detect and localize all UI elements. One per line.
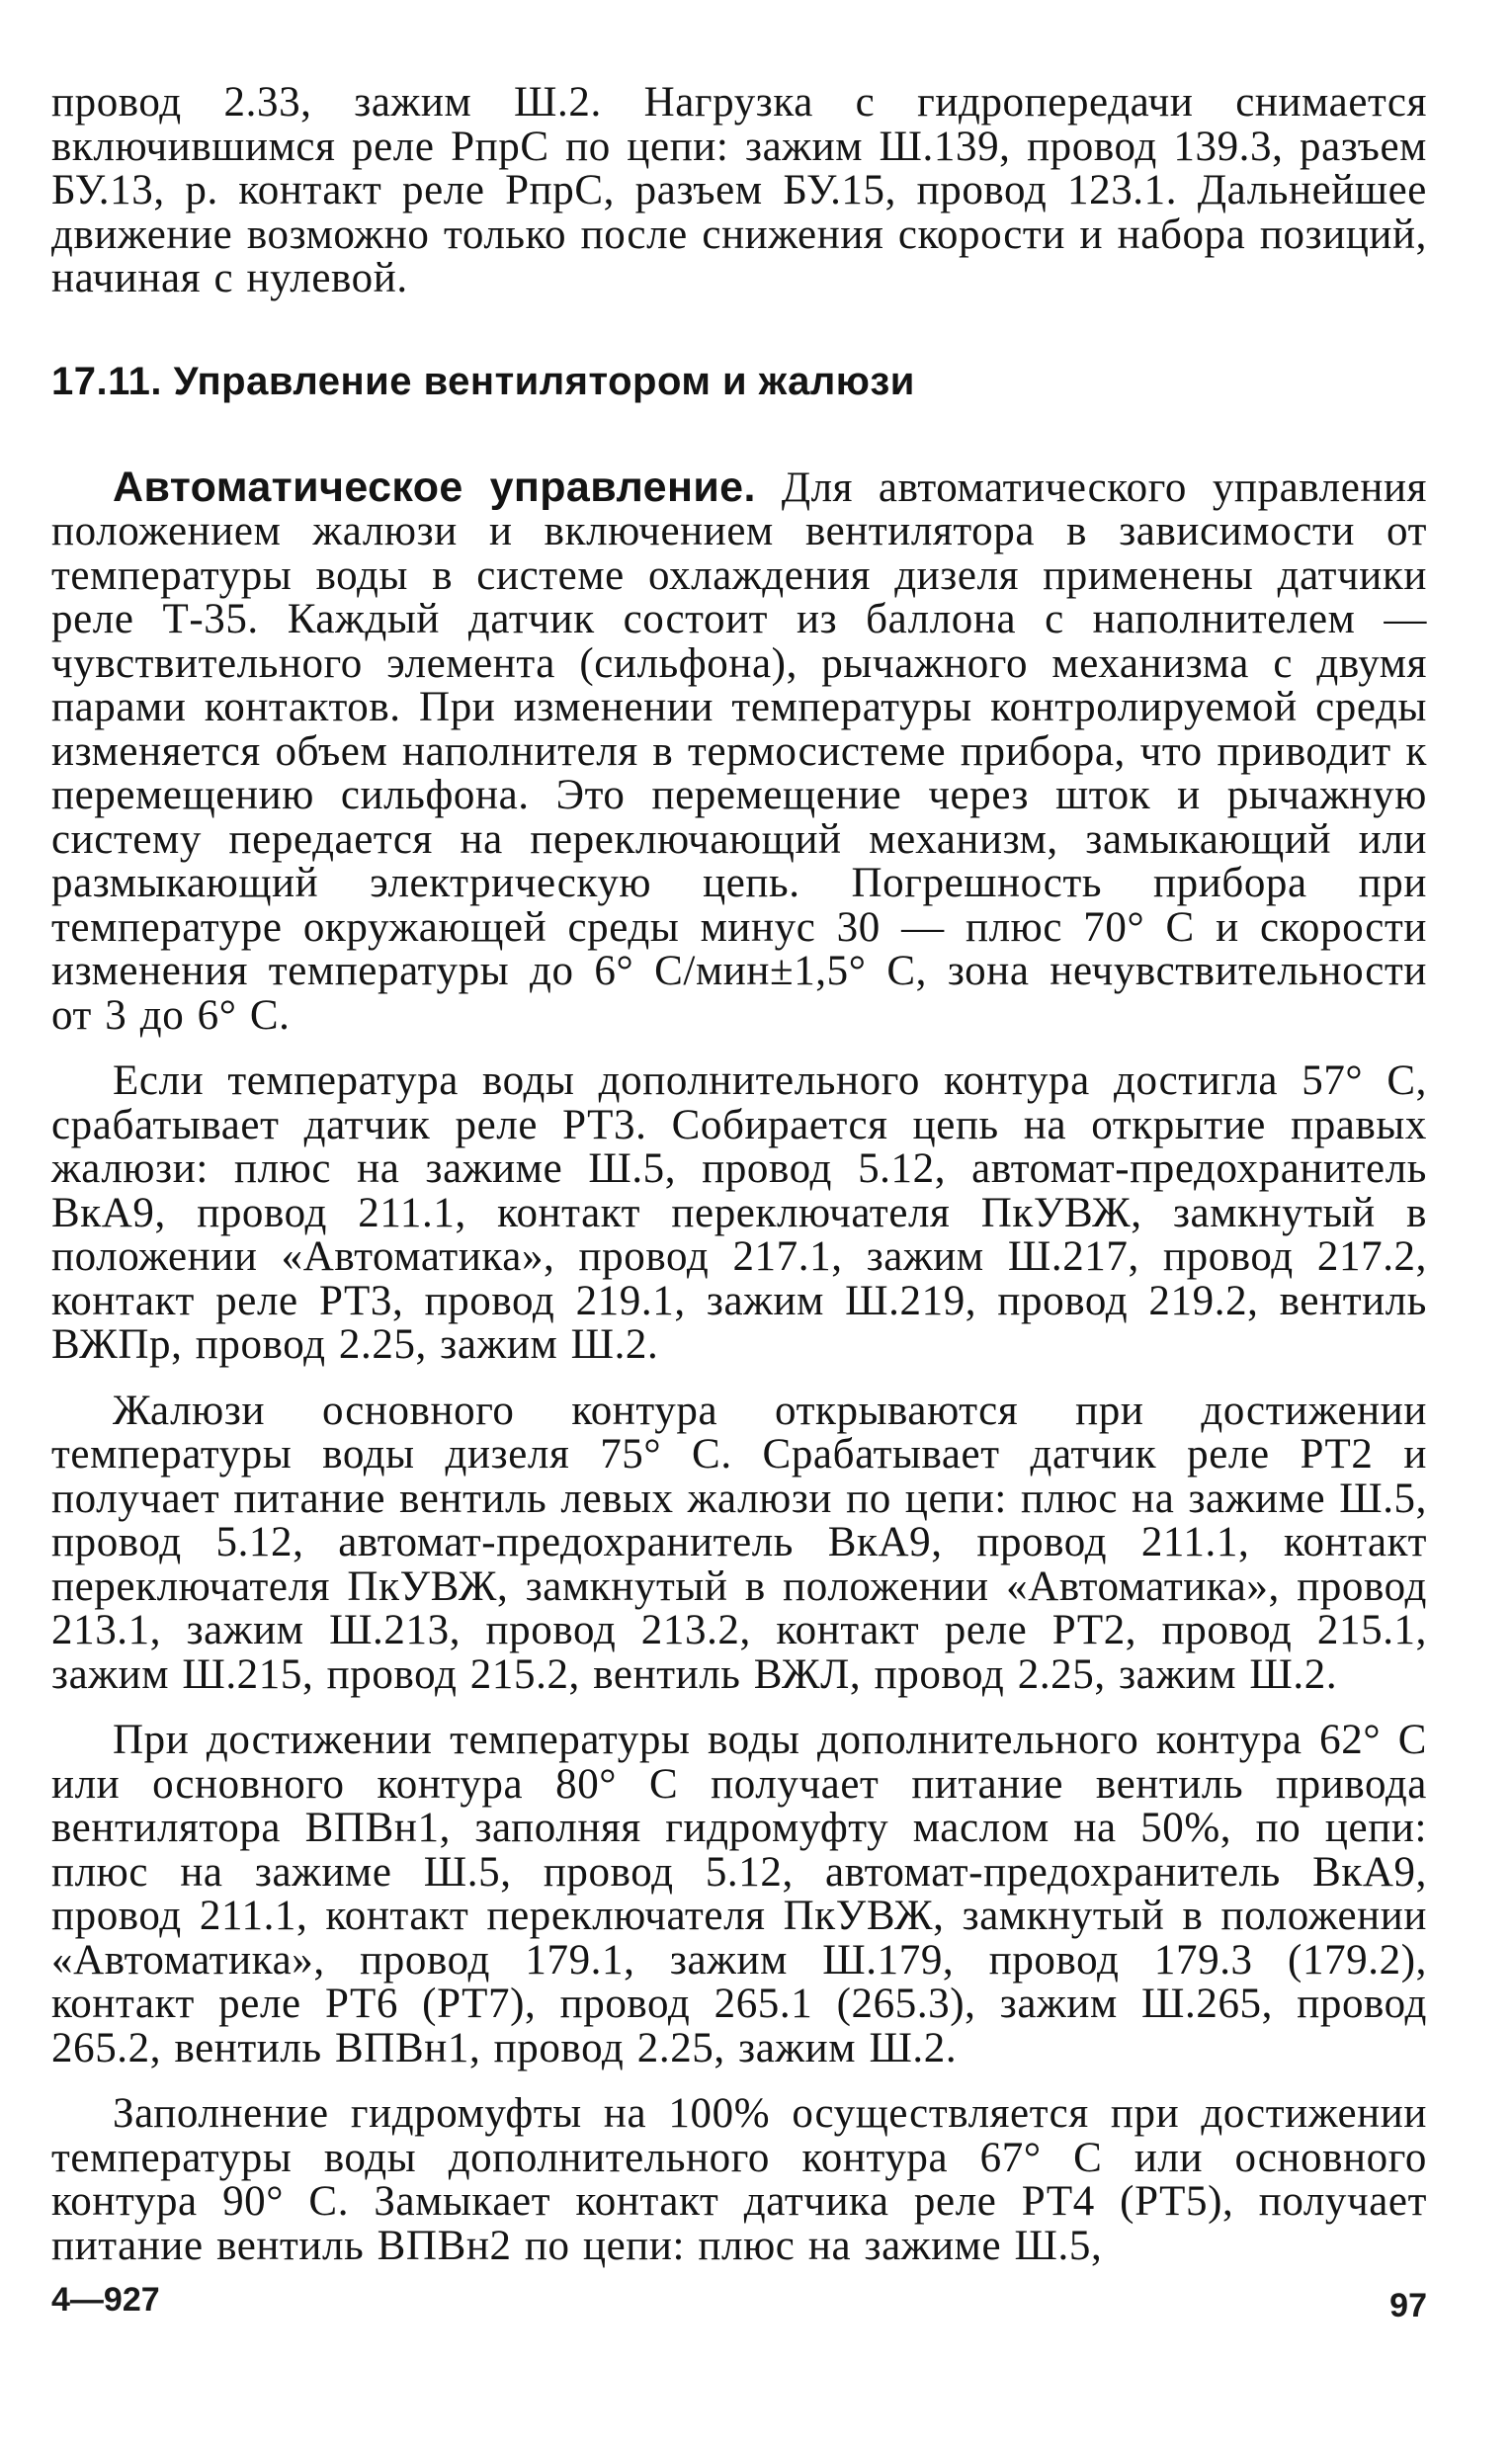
document-page — [51, 81, 1427, 2268]
paragraph-body: Для автоматического управления положением жалюзи и включением вентилятора в зависимости от температуры воды в системе охлаждения дизеля применены датчики реле Т-35. Каждый датчик состоит из баллона с наполнителем — чувствительного элемента (сильфона), рычажного механизма с двумя парами контактов. При изменении температуры контролируемой среды изменяется объем наполнителя в термосистеме прибора, что приводит к перемещению сильфона. Это перемещение через шток и рычажную систему передается на переключающий механизм, замыкающий или размыкающий электрическую цепь. Погрешность прибора при температуре окружающей среды минус 30 — плюс 70° С и скорости изменения температуры до 6° С/мин±1,5° С, зона нечувствительности от 3 до 6° С. — [51, 464, 1427, 1039]
paragraph-fan-100: Заполнение гидромуфты на 100% осуществляется при достижении температуры воды дополнительного контура 67° С или основного контура 90° С. Замыкает контакт датчика реле РТ4 (РТ5), получает питание вентиль ВПВн2 по цепи: плюс на зажиме Ш.5, — [51, 2090, 1427, 2269]
printer-signature: 4—927 — [51, 2281, 160, 2319]
paragraph-lead-term: Автоматическое управление. — [113, 463, 756, 511]
paragraph-left-louvers: Жалюзи основного контура открываются при достижении температуры воды дизеля 75° С. Срабатывает датчик реле РТ2 и получает питание вентиль левых жалюзи по цепи: плюс на зажиме Ш.5, провод 5.12, автомат-предохранитель ВкА9, провод 211.1, контакт переключателя ПкУВЖ, замкнутый в положении «Автоматика», провод 213.1, зажим Ш.213, провод 213.2, контакт реле РТ2, провод 215.1, зажим Ш.215, провод 215.2, вентиль ВЖЛ, провод 2.25, зажим Ш.2. — [51, 1387, 1427, 1698]
paragraph-right-louvers: Если температура воды дополнительного контура достигла 57° С, срабатывает датчик реле РТ3. Собирается цепь на открытие правых жалюзи: плюс на зажиме Ш.5, провод 5.12, автомат-предохранитель ВкА9, провод 211.1, контакт переключателя ПкУВЖ, замкнутый в положении «Автоматика», провод 217.1, зажим Ш.217, провод 217.2, контакт реле РТ3, провод 219.1, зажим Ш.219, провод 219.2, вентиль ВЖПр, провод 2.25, зажим Ш.2. — [51, 1057, 1427, 1368]
paragraph-continuation: провод 2.33, зажим Ш.2. Нагрузка с гидропередачи снимается включившимся реле РпрС по цепи: зажим Ш.139, провод 139.3, разъем БУ.13, р. контакт реле РпрС, разъем БУ.15, провод 123.1. Дальнейшее движение возможно только после снижения скорости и набора позиций, начиная с нулевой. — [51, 79, 1427, 301]
section-heading: 17.11. Управление вентилятором и жалюзи — [51, 359, 915, 403]
paragraph-fan-50: При достижении температуры воды дополнительного контура 62° С или основного контура 80° С получает питание вентиль привода вентилятора ВПВн1, заполняя гидромуфту маслом на 50%, по цепи: плюс на зажиме Ш.5, провод 5.12, автомат-предохранитель ВкА9, провод 211.1, контакт переключателя ПкУВЖ, замкнутый в положении «Автоматика», провод 179.1, зажим Ш.179, провод 179.3 (179.2), контакт реле РТ6 (РТ7), провод 265.1 (265.3), зажим Ш.265, провод 265.2, вентиль ВПВн1, провод 2.25, зажим Ш.2. — [51, 1717, 1427, 2071]
page-number: 97 — [1389, 2287, 1427, 2324]
paragraph-automatic-control — [51, 465, 1427, 1039]
